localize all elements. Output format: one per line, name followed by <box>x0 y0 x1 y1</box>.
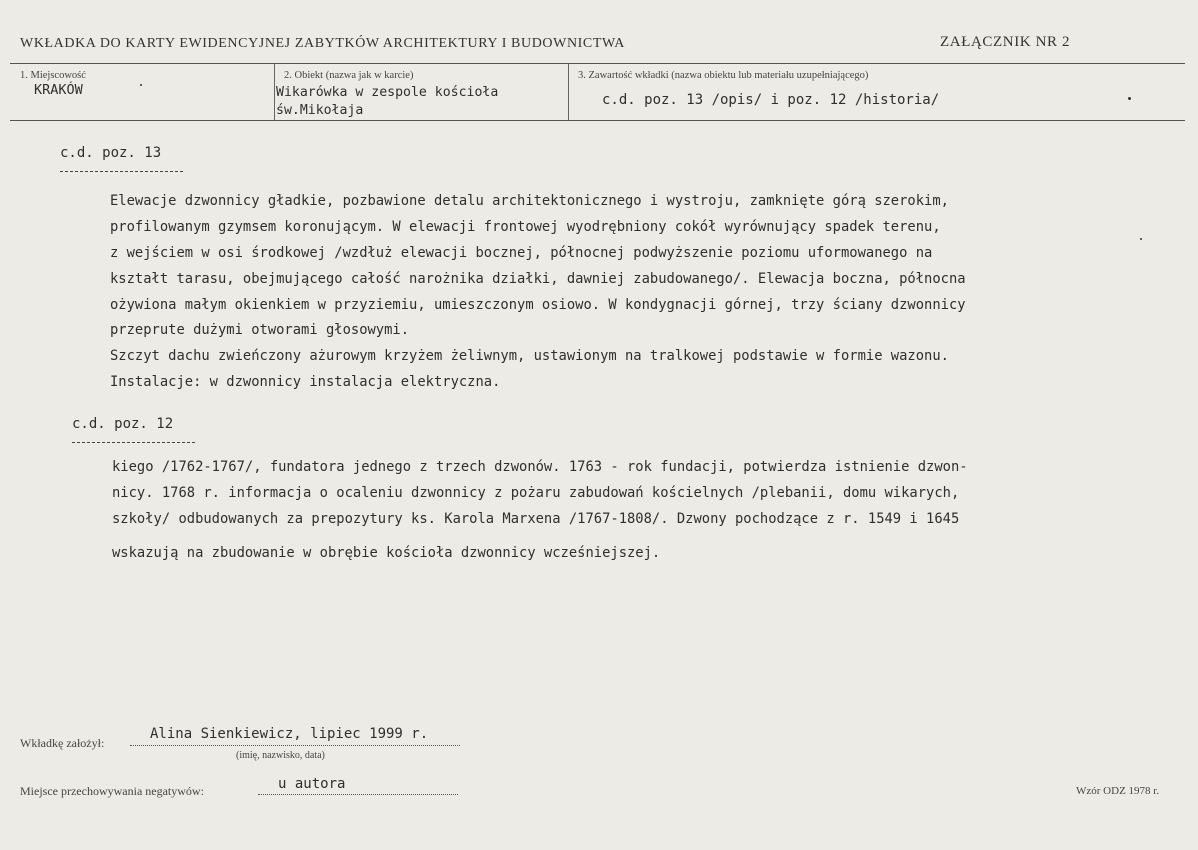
author-label: Wkładkę założył: <box>20 736 105 750</box>
section-12-line: szkoły/ odbudowanych za prepozytury ks. Karola Marxena /1767-1808/. Dzwony pochodzące z r. 1549 i 1645 <box>112 511 960 527</box>
section-heading-12: c.d. poz. 12 <box>72 416 174 432</box>
section-13-line: przeprute dużymi otworami głosowymi. <box>110 322 410 338</box>
section-13-line: kształt tarasu, obejmującego całość narożnika działki, dawniej zabudowanego/. Elewacja boczna, północna <box>110 271 966 287</box>
section-13-line: z wejściem w osi środkowej /wzdłuż elewacji bocznej, północnej podwyższenie poziomu uformowanego na <box>110 245 933 261</box>
ink-speck <box>1140 238 1142 240</box>
negatives-dotted-line <box>258 794 458 795</box>
header-rule-bottom <box>10 120 1185 121</box>
locality-label: 1. Miejscowość <box>20 70 86 81</box>
section-13-line: ożywiona małym okienkiem w przyziemiu, umieszczonym osiowo. W kondygnacji górnej, trzy ściany dzwonnicy <box>110 297 966 313</box>
content-value: c.d. poz. 13 /opis/ i poz. 12 /historia/ <box>602 92 940 108</box>
document-title: WKŁADKA DO KARTY EWIDENCYJNEJ ZABYTKÓW ARCHITEKTURY I BUDOWNICTWA <box>20 36 625 51</box>
form-code: Wzór ODZ 1978 r. <box>1076 785 1160 797</box>
author-hint: (imię, nazwisko, data) <box>236 750 325 761</box>
section-13-line: profilowanym gzymsem koronującym. W elewacji frontowej wyodrębniony cokół wyrównujący spadek terenu, <box>110 219 941 235</box>
section-12-line: wskazują na zbudowanie w obrębie kościoła dzwonnicy wcześniejszej. <box>112 545 661 561</box>
section-heading-13-underline <box>60 171 183 172</box>
author-dotted-line <box>130 745 460 746</box>
ink-speck <box>140 84 142 86</box>
negatives-value: u autora <box>278 776 346 792</box>
ink-speck <box>1128 97 1131 100</box>
object-value-line-2: św.Mikołaja <box>276 103 364 118</box>
attachment-number: ZAŁĄCZNIK NR 2 <box>940 34 1071 50</box>
locality-value: KRAKÓW <box>34 82 83 98</box>
object-label: 2. Obiekt (nazwa jak w karcie) <box>284 70 414 81</box>
section-12-line: kiego /1762-1767/, fundatora jednego z trzech dzwonów. 1763 - rok fundacji, potwierdza istnienie dzwon- <box>112 459 968 475</box>
section-heading-12-underline <box>72 442 195 443</box>
section-13-line: Szczyt dachu zwieńczony ażurowym krzyżem żeliwnym, ustawionym na tralkowej podstawie w formie wazonu. <box>110 348 949 364</box>
section-heading-13: c.d. poz. 13 <box>60 145 162 161</box>
section-13-line: Elewacje dzwonnicy gładkie, pozbawione detalu architektonicznego i wystroju, zamknięte górą szerokim, <box>110 193 949 209</box>
section-13-line: Instalacje: w dzwonnicy instalacja elektryczna. <box>110 374 501 390</box>
content-label: 3. Zawartość wkładki (nazwa obiektu lub materiału uzupełniającego) <box>578 70 869 81</box>
section-12-line: nicy. 1768 r. informacja o ocaleniu dzwonnicy z pożaru zabudowań kościelnych /plebanii, domu wikarych, <box>112 485 960 501</box>
object-value-line-1: Wikarówka w zespole kościoła <box>276 85 499 100</box>
negatives-label: Miejsce przechowywania negatywów: <box>20 784 204 798</box>
author-value: Alina Sienkiewicz, lipiec 1999 r. <box>150 726 429 742</box>
